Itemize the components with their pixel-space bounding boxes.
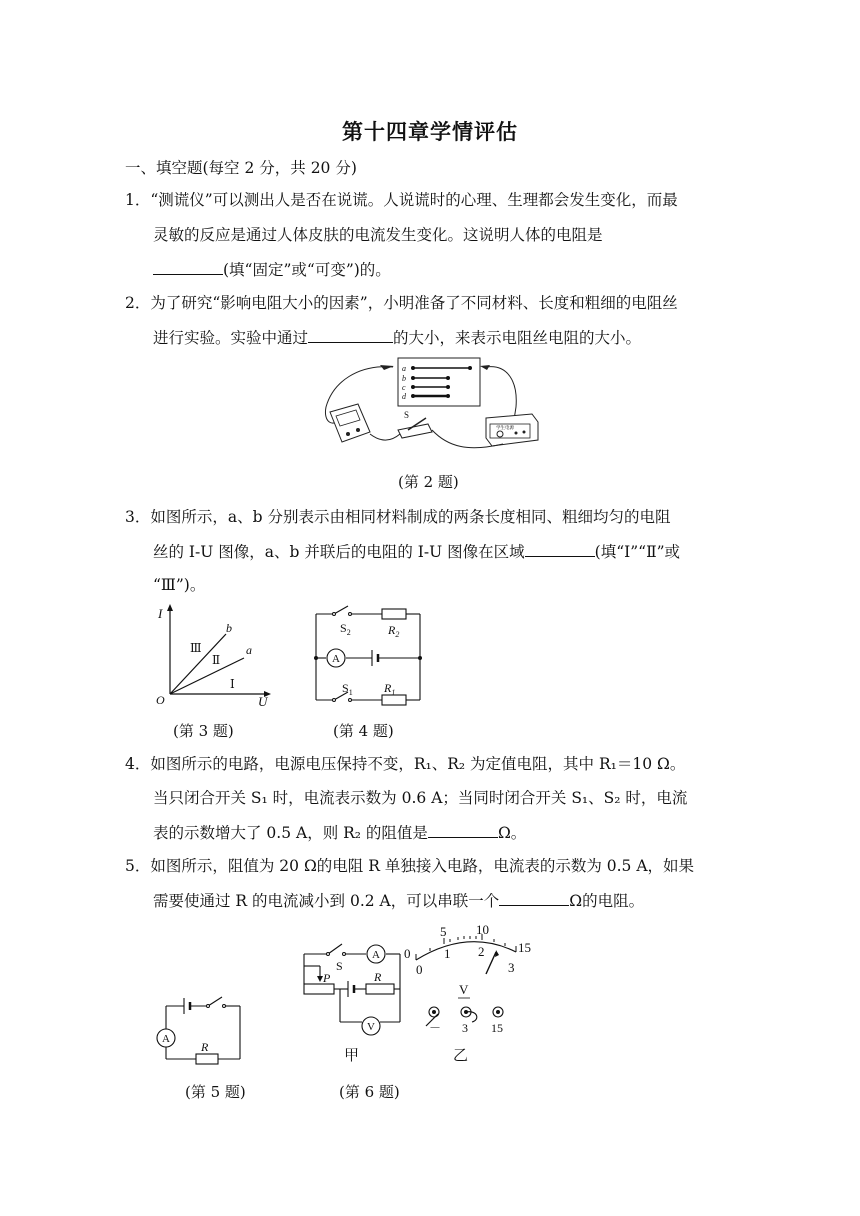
q6-scale-top-15: 15: [518, 940, 531, 955]
q4-caption: (第 4 题): [333, 722, 394, 740]
q4-line-1: 4．如图所示的电路，电源电压保持不变，R₁、R₂ 为定值电阻，其中 R₁＝10 Ω。: [125, 755, 686, 773]
q4-circuit: [300, 604, 434, 708]
q4-switch-s2: [334, 606, 348, 614]
q3-label-b: b: [226, 621, 232, 635]
q2-label-c: c: [402, 383, 406, 392]
q4-r1-label: $R_1$: [384, 681, 396, 697]
page-title: 第十四章学情评估: [342, 120, 518, 144]
q3-region-3: Ⅲ: [190, 641, 202, 655]
q6-scale-top-0: 0: [404, 946, 411, 961]
q4-line-3a: 表的示数增大了 0.5 A，则 R₂ 的阻值是: [153, 824, 428, 842]
q1-line-2: 灵敏的反应是通过人体皮肤的电流发生变化。这说明人体的电阻是: [153, 226, 603, 244]
q5-line-2: [153, 889, 644, 912]
q4-resistor-r2: [382, 609, 406, 619]
q3-line-2b: (填“Ⅰ”“Ⅱ”或: [594, 543, 681, 561]
q5-resistor-label: R: [201, 1040, 209, 1054]
q3-y-label: I: [158, 606, 163, 621]
q3-origin-label: O: [156, 693, 165, 707]
q4-line-2: 当只闭合开关 S₁ 时，电流表示数为 0.6 A；当同时闭合开关 S₁、S₂ 时，电流: [153, 789, 688, 807]
q3-line-2a: 丝的 I-U 图像，a、b 并联后的电阻的 I-U 图像在区域: [153, 543, 525, 561]
q6-terminal-15: 15: [491, 1021, 503, 1035]
q6-resistor-label: R: [374, 970, 382, 984]
q4-r2-label: $R_2$: [388, 623, 400, 639]
q1-line-3-text: (填“固定”或“可变”)的。: [223, 261, 391, 279]
q6-dial-arc: [416, 942, 516, 960]
q6-terminal-minus: －: [429, 1021, 442, 1035]
q2-power-label: 学生电源: [496, 425, 514, 430]
q3-line-2: [153, 540, 680, 563]
q3-label-a: a: [246, 643, 252, 657]
q4-ammeter-label: A: [332, 653, 340, 665]
q2-wire-board: [398, 358, 480, 406]
q3-line-1: 3．如图所示，a、b 分别表示由相同材料制成的两条长度相同、粗细均匀的电阻: [125, 508, 671, 526]
q6-jia-label: 甲: [344, 1046, 360, 1064]
q2-switch-label: S: [404, 410, 410, 420]
q4-answer-blank[interactable]: [428, 821, 498, 838]
q6-resistor: [366, 984, 394, 994]
q2-power-supply: [486, 414, 538, 446]
q6-meter-label: V: [459, 982, 469, 997]
q6-rheostat: [304, 984, 334, 994]
q5-ammeter-label: A: [162, 1033, 170, 1045]
q4-line-3: [153, 821, 526, 844]
q6-caption: (第 6 题): [339, 1083, 400, 1101]
q6-scale-top-10: 10: [476, 922, 489, 937]
q2-label-a: a: [402, 364, 406, 373]
q5-switch: [208, 997, 222, 1006]
q2-line-2a: 进行实验。实验中通过: [153, 329, 309, 347]
q2-line-2: [153, 326, 641, 349]
q3-caption: (第 3 题): [173, 722, 234, 740]
q6-scale-bottom-3: 3: [508, 960, 515, 975]
q2-answer-blank[interactable]: [308, 326, 393, 343]
q6-switch: [328, 944, 342, 954]
q5-resistor: [196, 1054, 218, 1064]
q2-caption: (第 2 题): [398, 473, 459, 491]
q5-answer-blank[interactable]: [499, 889, 569, 906]
q5-line-2b: Ω的电阻。: [569, 892, 645, 910]
section-heading: 一、填空题(每空 2 分，共 20 分): [125, 159, 357, 177]
q6-scale-bottom-1: 1: [444, 946, 451, 961]
q5-line-1: 5．如图所示，阻值为 20 Ω的电阻 R 单独接入电路，电流表的示数为 0.5 A，如果: [125, 857, 695, 875]
q2-line-2b: 的大小，来表示电阻丝电阻的大小。: [393, 329, 642, 347]
q1-answer-blank[interactable]: [153, 258, 223, 275]
q3-region-2: Ⅱ: [212, 653, 221, 667]
q6-needle: [486, 952, 496, 974]
q2-ammeter: [330, 404, 370, 442]
q5-circuit: [154, 992, 250, 1066]
q6-scale-bottom-0: 0: [416, 962, 423, 977]
q3-region-1: Ⅰ: [230, 677, 235, 691]
q3-answer-blank[interactable]: [525, 540, 595, 557]
q6-rheostat-label: P: [323, 971, 331, 985]
q6-meter-yi: [398, 922, 538, 1042]
q6-voltmeter-label: V: [367, 1021, 375, 1033]
q1-line-1: 1．“测谎仪”可以测出人是否在说谎。人说谎时的心理、生理都会发生变化，而最: [125, 191, 678, 209]
q2-experiment-figure: [318, 352, 548, 460]
q1-line-3: [153, 258, 391, 281]
q6-ammeter-label: A: [372, 949, 380, 961]
q6-circuit-jia: [300, 936, 410, 1036]
q6-scale-bottom-2: 2: [478, 944, 485, 959]
q3-line-3: “Ⅲ”)。: [153, 576, 206, 594]
q2-label-d: d: [402, 392, 406, 401]
q3-x-label: U: [258, 694, 268, 709]
q2-line-1: 2．为了研究“影响电阻大小的因素”，小明准备了不同材料、长度和粗细的电阻丝: [125, 294, 678, 312]
q4-s1-label: $S_1$: [342, 681, 353, 697]
q4-s2-label: $S_2$: [340, 621, 351, 637]
q5-caption: (第 5 题): [185, 1083, 246, 1101]
q6-scale-top-5: 5: [440, 924, 447, 939]
q2-label-b: b: [402, 374, 406, 383]
q3-iu-graph: [150, 602, 280, 710]
q5-line-2a: 需要使通过 R 的电流减小到 0.2 A，可以串联一个: [153, 892, 500, 910]
q6-yi-label: 乙: [453, 1046, 469, 1064]
q4-line-3b: Ω。: [497, 824, 527, 842]
q6-switch-label: S: [336, 959, 343, 973]
q2-switch: [398, 418, 432, 438]
q6-terminal-3: 3: [462, 1021, 468, 1035]
